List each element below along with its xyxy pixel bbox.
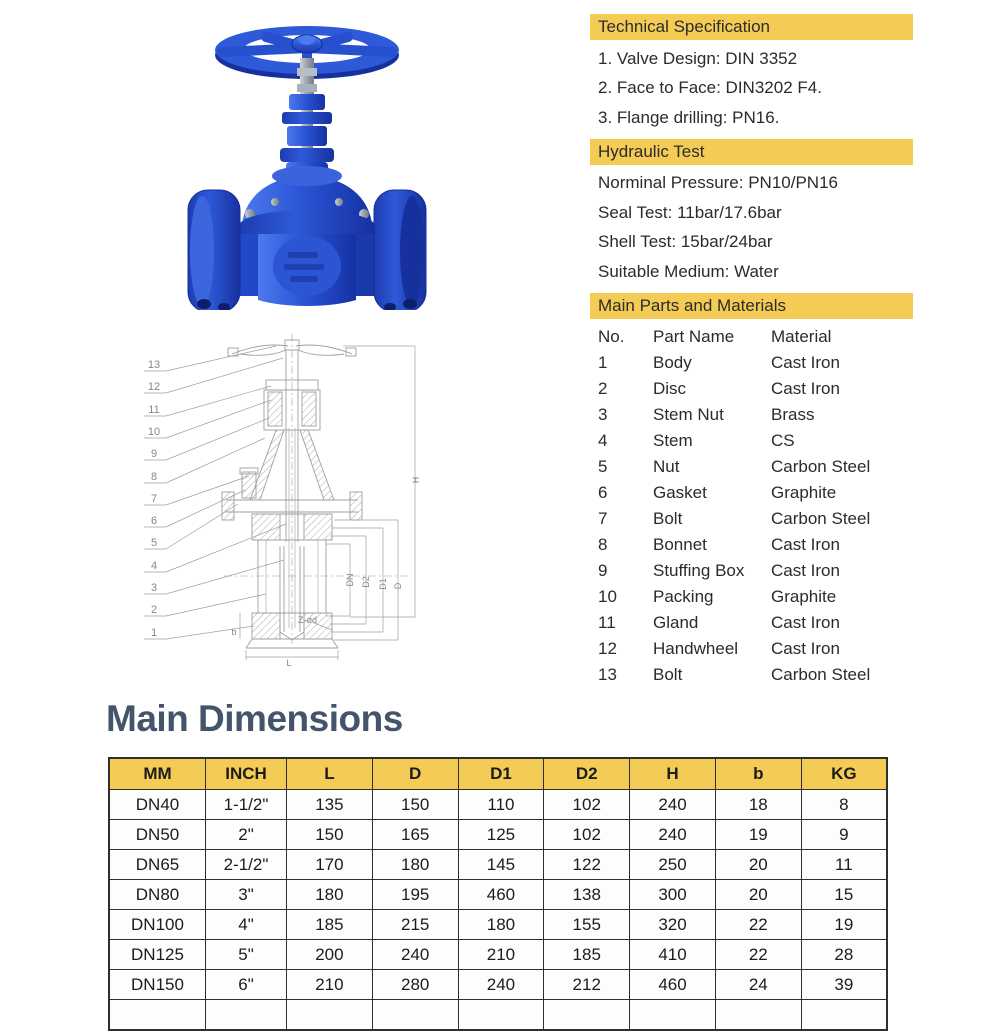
header-row [598, 324, 912, 350]
column-header: Material [771, 326, 832, 346]
table-cell: 6" [206, 970, 287, 1000]
table-cell: DN50 [109, 820, 206, 850]
callout-8: 8 [150, 471, 158, 483]
table-cell: 240 [458, 970, 544, 1000]
table-cell: DN40 [109, 790, 206, 820]
table-cell: DN150 [109, 970, 206, 1000]
table-cell [372, 1000, 458, 1031]
table-cell: 135 [287, 790, 373, 820]
table-cell: Graphite [771, 586, 837, 606]
table-cell: 180 [287, 880, 373, 910]
table-cell: 170 [287, 850, 373, 880]
dim-label-d2: D2 [361, 576, 371, 588]
hydraulic-test-item: Suitable Medium: Water [598, 261, 779, 281]
table-cell: Cast Iron [771, 378, 840, 398]
drawing-valve-outline [222, 334, 410, 648]
table-cell: Handwheel [653, 638, 739, 658]
table-cell: 3 [598, 404, 608, 424]
table-cell: Gland [653, 612, 699, 632]
table-cell: 125 [458, 820, 544, 850]
callout-12: 12 [147, 381, 161, 393]
column-header: L [287, 758, 373, 790]
table-cell [206, 1000, 287, 1031]
table-cell: 150 [287, 820, 373, 850]
table-row [598, 454, 912, 480]
table-row [598, 558, 912, 584]
callout-13: 13 [147, 359, 161, 371]
table-cell: 1-1/2" [206, 790, 287, 820]
column-header: KG [801, 758, 887, 790]
table-cell: 7 [598, 508, 608, 528]
table-cell: 6 [598, 482, 608, 502]
table-cell: 122 [544, 850, 630, 880]
table-cell: 240 [372, 940, 458, 970]
table-cell: 210 [458, 940, 544, 970]
callout-3: 3 [150, 582, 158, 594]
table-cell: Packing [653, 586, 714, 606]
table-cell: Stuffing Box [653, 560, 745, 580]
table-cell: Graphite [771, 482, 837, 502]
table-cell: 180 [458, 910, 544, 940]
column-header: H [630, 758, 716, 790]
table-cell: 5 [598, 456, 608, 476]
table-cell: 240 [630, 790, 716, 820]
table-row [598, 376, 912, 402]
dim-label-l: L [286, 658, 292, 667]
table-cell: 102 [544, 790, 630, 820]
table-cell [287, 1000, 373, 1031]
dim-label-d1: D1 [378, 578, 388, 590]
column-header: INCH [206, 758, 287, 790]
table-cell: 19 [801, 910, 887, 940]
dim-label-b: b [231, 627, 237, 637]
table-cell: 3" [206, 880, 287, 910]
table-cell: Cast Iron [771, 352, 840, 372]
table-cell: 22 [715, 940, 801, 970]
table-cell: Carbon Steel [771, 664, 871, 684]
table-cell: 165 [372, 820, 458, 850]
table-cell: 215 [372, 910, 458, 940]
table-row [598, 428, 912, 454]
table-cell: 22 [715, 910, 801, 940]
column-header: D1 [458, 758, 544, 790]
table-cell: 150 [372, 790, 458, 820]
section-header-technical-specification: Technical Specification [590, 14, 913, 40]
tech-spec-item: 1. Valve Design: DIN 3352 [598, 48, 798, 68]
column-header: b [715, 758, 801, 790]
callout-2: 2 [150, 604, 158, 616]
column-header: D [372, 758, 458, 790]
table-cell: Cast Iron [771, 612, 840, 632]
tech-spec-item: 3. Flange drilling: PN16. [598, 107, 780, 127]
section-header-hydraulic-test: Hydraulic Test [590, 139, 913, 165]
callout-4: 4 [150, 560, 158, 572]
table-cell: Bolt [653, 508, 683, 528]
table-row [109, 820, 887, 850]
table-cell: 1 [598, 352, 608, 372]
table-cell: DN100 [109, 910, 206, 940]
table-cell: Carbon Steel [771, 456, 871, 476]
hydraulic-test-item: Seal Test: 11bar/17.6bar [598, 202, 782, 222]
table-cell: 19 [715, 820, 801, 850]
table-cell: 320 [630, 910, 716, 940]
table-row [109, 850, 887, 880]
column-header: Part Name [653, 326, 735, 346]
flange-left [188, 190, 240, 310]
table-cell [544, 1000, 630, 1031]
table-cell: 2 [598, 378, 608, 398]
column-header: No. [598, 326, 625, 346]
table-cell: Bonnet [653, 534, 707, 554]
table-row [598, 402, 912, 428]
table-row [109, 970, 887, 1000]
valve-technical-drawing [128, 332, 428, 667]
callout-7: 7 [150, 493, 158, 505]
callout-9: 9 [150, 448, 158, 460]
table-cell: 185 [287, 910, 373, 940]
table-cell: 2-1/2" [206, 850, 287, 880]
table-cell: Stem Nut [653, 404, 724, 424]
dim-label-d: D [393, 582, 403, 590]
table-cell: Stem [653, 430, 693, 450]
table-row [598, 506, 912, 532]
table-cell [630, 1000, 716, 1031]
table-row [598, 480, 912, 506]
table-cell [109, 1000, 206, 1031]
table-row [598, 610, 912, 636]
table-row [109, 910, 887, 940]
table-cell: 240 [630, 820, 716, 850]
table-cell: 5" [206, 940, 287, 970]
table-cell: 11 [801, 850, 887, 880]
hydraulic-test-item: Norminal Pressure: PN10/PN16 [598, 173, 838, 193]
table-cell: Bolt [653, 664, 683, 684]
table-cell: Body [653, 352, 692, 372]
table-cell: Cast Iron [771, 638, 840, 658]
valve-product-photo [180, 8, 435, 310]
table-cell: 20 [715, 880, 801, 910]
table-cell: 20 [715, 850, 801, 880]
table-cell: 212 [544, 970, 630, 1000]
table-cell: 138 [544, 880, 630, 910]
parts-materials-table [598, 324, 912, 688]
table-cell: 110 [458, 790, 544, 820]
callout-5: 5 [150, 537, 158, 549]
table-row [109, 790, 887, 820]
table-cell: 9 [598, 560, 608, 580]
table-row [598, 636, 912, 662]
table-cell: Cast Iron [771, 534, 840, 554]
table-cell: 11 [598, 612, 616, 632]
callout-6: 6 [150, 515, 158, 527]
table-cell: 4 [598, 430, 608, 450]
table-cell: 39 [801, 970, 887, 1000]
dim-label-h: H [411, 476, 421, 484]
table-cell: 155 [544, 910, 630, 940]
column-header: MM [109, 758, 206, 790]
flange-right [374, 190, 426, 310]
table-row [598, 350, 912, 376]
table-cell: 180 [372, 850, 458, 880]
table-cell: CS [771, 430, 795, 450]
table-cell: 24 [715, 970, 801, 1000]
table-cell: 15 [801, 880, 887, 910]
table-cell: 12 [598, 638, 617, 658]
header-row [109, 758, 887, 790]
table-cell: Carbon Steel [771, 508, 871, 528]
main-dimensions-title: Main Dimensions [106, 698, 403, 739]
table-cell: Nut [653, 456, 680, 476]
table-cell: 9 [801, 820, 887, 850]
table-cell [715, 1000, 801, 1031]
table-cell: Cast Iron [771, 560, 840, 580]
spec-panel [590, 14, 913, 688]
column-header: D2 [544, 758, 630, 790]
table-cell: DN65 [109, 850, 206, 880]
table-cell: 4" [206, 910, 287, 940]
section-header-main-parts-materials: Main Parts and Materials [590, 293, 913, 319]
table-cell: 300 [630, 880, 716, 910]
table-cell: Disc [653, 378, 687, 398]
table-cell: 460 [630, 970, 716, 1000]
clipped-row [109, 1000, 887, 1031]
dim-label-z-bolt: Z-ød [298, 615, 317, 625]
table-cell: 10 [598, 586, 617, 606]
table-row [109, 880, 887, 910]
table-cell [801, 1000, 887, 1031]
table-cell: Brass [771, 404, 815, 424]
table-cell: 102 [544, 820, 630, 850]
table-cell: DN80 [109, 880, 206, 910]
table-cell: DN125 [109, 940, 206, 970]
table-cell: 18 [715, 790, 801, 820]
table-cell: 145 [458, 850, 544, 880]
table-cell: 195 [372, 880, 458, 910]
callout-11: 11 [148, 404, 160, 416]
dimensions-table [108, 757, 888, 1031]
table-cell: 185 [544, 940, 630, 970]
table-cell: 8 [801, 790, 887, 820]
table-cell: 250 [630, 850, 716, 880]
table-cell: 210 [287, 970, 373, 1000]
table-cell: 410 [630, 940, 716, 970]
bonnet [239, 166, 375, 242]
table-row [109, 940, 887, 970]
table-row [598, 662, 912, 688]
table-cell: Gasket [653, 482, 707, 502]
dim-label-dn: DN [345, 573, 355, 587]
callout-10: 10 [147, 426, 161, 438]
table-cell: 28 [801, 940, 887, 970]
callout-1: 1 [150, 627, 158, 639]
table-cell: 2" [206, 820, 287, 850]
table-row [598, 584, 912, 610]
hydraulic-test-item: Shell Test: 15bar/24bar [598, 232, 773, 252]
valve-body [236, 234, 378, 306]
table-cell: 460 [458, 880, 544, 910]
table-cell: 200 [287, 940, 373, 970]
table-cell: 8 [598, 534, 608, 554]
table-cell: 280 [372, 970, 458, 1000]
table-cell: 13 [598, 664, 617, 684]
table-cell [458, 1000, 544, 1031]
tech-spec-item: 2. Face to Face: DIN3202 F4. [598, 78, 822, 98]
table-row [598, 532, 912, 558]
